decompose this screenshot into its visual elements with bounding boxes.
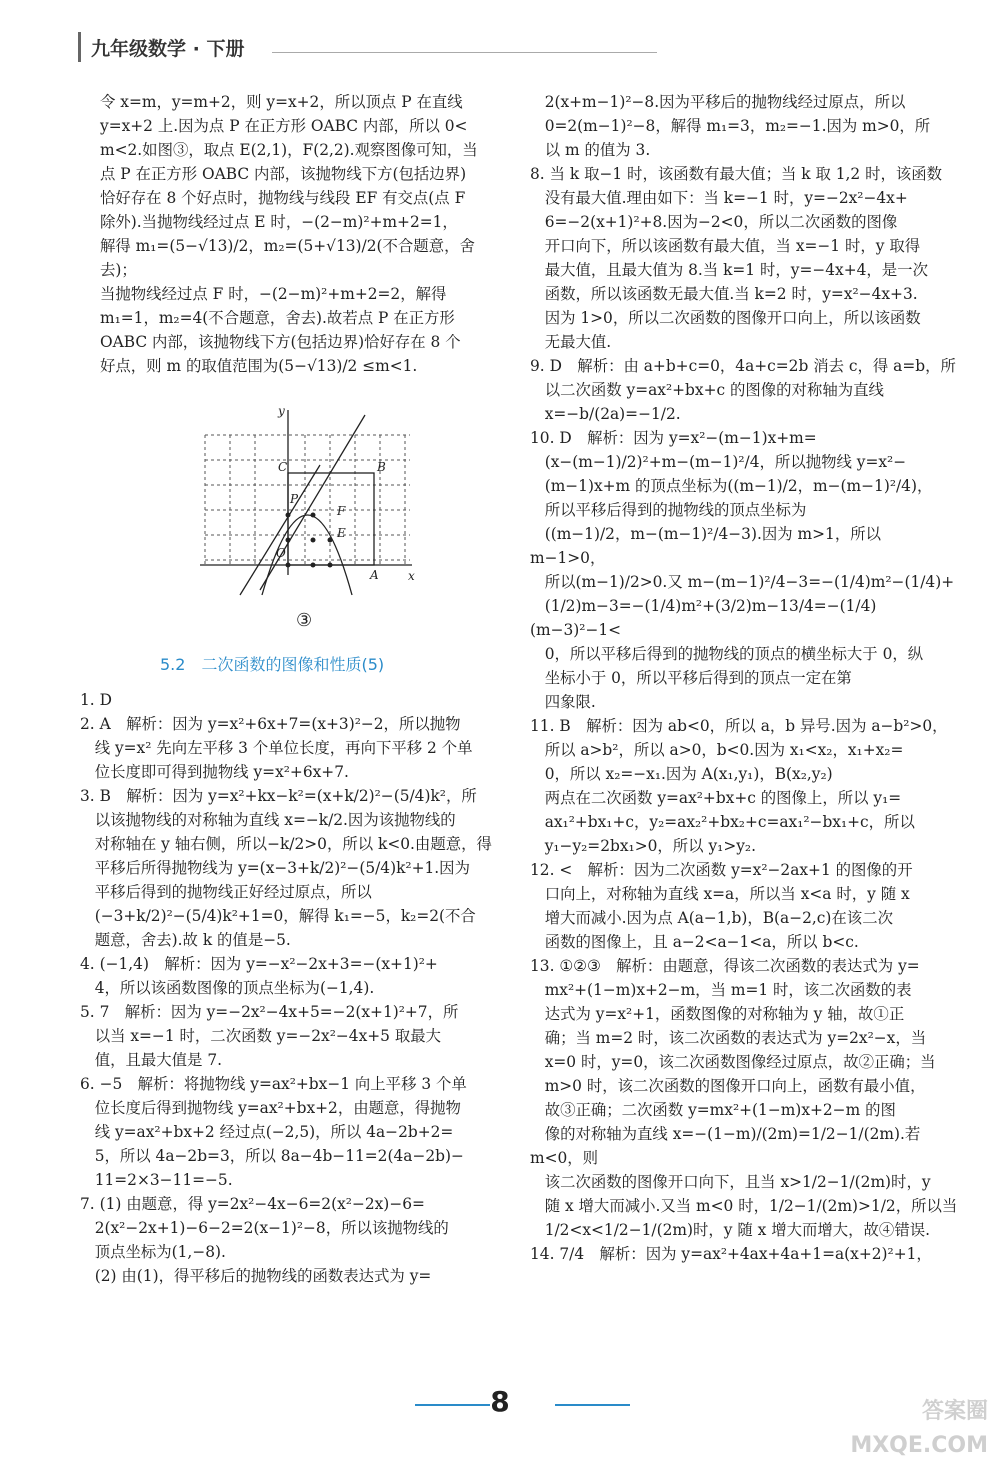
left-column-answers: 1. D 2. A 解析：因为 y=x²+6x+7=(x+3)²−2，所以抛物 线 y=x² 先向左平移 3 个单位长度，再向下平移 2 个单 位长度即可得到抛物线 y=x²+6x+7. 3. B 解析：因为 y=x²+kx−k²=(x+k/2)²−(5/4)k²，所 以该抛物线的对称轴为直线 x=−k/2.因为该抛物线的 对称轴在 y 轴右侧，所以−k/2>0，所以 k<0.由题意，得 平移后所得抛物线为 y=(x−3+k/2)²−(5/4)k²+1.因为 平移后得到的抛物线正好经过原点，所以 (−3+k/2)²−(5/4)k²+1=0，解得 k₁=−5，k₂=2(不合 题意，舍去).故 k 的值是−5. 4. (−1,4) 解析：因为 y=−x²−2x+3=−(x+1)²+ 4，所以该函数图像的顶点坐标为(−1,4). 5. 7 解析：因为 y=−2x²−4x+5=−2(x+1)²+7，所 以当 x=−1 时，二次函数 y=−2x²−4x+5 取最大 值，且最大值是 7. 6. −5 解析：将抛物线 y=ax²+bx−1 向上平移 3 个单 位长度后得到抛物线 y=ax²+bx+2，由题意，得抛物 线 y=ax²+bx+2 经过点(−2,5)，所以 4a−2b+2= 5，所以 4a−2b=3，所以 8a−4b−11=2(4a−2b)− 11=2×3−11=−5. 7. (1) 由题意，得 y=2x²−4x−6=2(x²−2x)−6= 2(x²−2x+1)−6−2=2(x−1)²−8，所以该抛物线的 顶点坐标为(1,−8). (2) 由(1)，得平移后的抛物线的函数表达式为 y= (80, 691, 492, 1285)
page-number-rule-right (555, 1404, 630, 1406)
watermark-line1: 答案圈 (921, 1399, 988, 1424)
grid (205, 435, 410, 565)
label-x: x (408, 569, 415, 583)
header-bar (78, 32, 81, 62)
header-rule (272, 52, 657, 53)
section-title: 5.2 二次函数的图像和性质(5) (160, 655, 385, 674)
page-header (78, 32, 244, 62)
header-title: 九年级数学 · 下册 (91, 37, 245, 60)
label-b: B (377, 460, 386, 474)
figure-label: ③ (296, 610, 313, 631)
label-y: y (278, 405, 285, 418)
square-oabc (288, 473, 374, 565)
page-number: 8 (490, 1385, 510, 1418)
watermark (850, 1395, 988, 1463)
good-points (286, 513, 333, 568)
label-c: C (278, 460, 288, 474)
label-e: E (337, 526, 346, 540)
right-column-answers: 2(x+m−1)²−8.因为平移后的抛物线经过原点，所以 0=2(m−1)²−8，解得 m₁=3，m₂=−1.因为 m>0，所 以 m 的值为 3. 8. 当 k 取−1 时，该函数有最大值；当 k 取 1,2 时，该函数 没有最大值.理由如下：当 k=−1 时，y=−2x²−4x+ 6=−2(x+1)²+8.因为−2<0，所以二次函数的图像 开口向下，所以该函数有最大值，当 x=−1 时，y 取得 最大值，且最大值为 8.当 k=1 时，y=−4x+4，是一次 函数，所以该函数无最大值.当 k=2 时，y=x²−4x+3. 因为 1>0，所以二次函数的图像开口向上，所以该函数 无最大值. 9. D 解析：由 a+b+c=0，4a+c=2b 消去 c，得 a=b，所 以二次函数 y=ax²+bx+c 的图像的对称轴为直线 x=−b/(2a)=−1/2. 10. D 解析：因为 y=x²−(m−1)x+m= (x−(m−1)/2)²+m−(m−1)²/4，所以抛物线 y=x²− (m−1)x+m 的顶点坐标为((m−1)/2，m−(m−1)²/4)， 所以平移后得到的抛物线的顶点坐标为 ((m−1)/2，m−(m−1)²/4−3).因为 m>1，所以 m−1>0， 所以(m−1)/2>0.又 m−(m−1)²/4−3=−(1/4)m²−(1/4)+ (1/2)m−3=−(1/4)m²+(3/2)m−13/4=−(1/4)(m−3)²−1< 0，所以平移后得到的抛物线的顶点的横坐标大于 0，纵 坐标小于 0，所以平移后得到的顶点一定在第 四象限. 11. B 解析：因为 ab<0，所以 a，b 异号.因为 a−b²>0， 所以 a>b²，所以 a>0，b<0.因为 x₁<x₂，x₁+x₂= 0，所以 x₂=−x₁.因为 A(x₁,y₁)，B(x₂,y₂) 两点在二次函数 y=ax²+bx+c 的图像上，所以 y₁= ax₁²+bx₁+c，y₂=ax₂²+bx₂+c=ax₁²−bx₁+c，所以 y₁−y₂=2bx₁>0，所以 y₁>y₂. 12. < 解析：因为二次函数 y=x²−2ax+1 的图像的开 口向上，对称轴为直线 x=a，所以当 x<a 时，y 随 x 增大而减小.因为点 A(a−1,b)，B(a−2,c)在该二次 函数的图像上，且 a−2<a−1<a，所以 b<c. 13. ①②③ 解析：由题意，得该二次函数的表达式为 y= mx²+(1−m)x+2−m，当 m=1 时，该二次函数的表 达式为 y=x²+1，函数图像的对称轴为 y 轴，故①正 确；当 m=2 时，该二次函数的表达式为 y=2x²−x，当 x=0 时，y=0，该二次函数图像经过原点，故②正确；当 m>0 时，该二次函数的图像开口向上，函数有最小值， 故③正确；二次函数 y=mx²+(1−m)x+2−m 的图 像的对称轴为直线 x=−(1−m)/(2m)=1/2−1/(2m).若 m<0，则 该二次函数的图像开口向下，且当 x>1/2−1/(2m)时，y 随 x 增大而减小.又当 m<0 时，1/2−1/(2m)>1/2，所以当 1/2<x<1/2−1/(2m)时，y 随 x 增大而增大，故④错误. 14. 7/4 解析：因为 y=ax²+4ax+4a+1=a(x+2)²+1， (530, 93, 958, 1263)
left-column-top-text: 令 x=m，y=m+2，则 y=x+2，所以顶点 P 在直线 y=x+2 上.因为点 P 在正方形 OABC 内部，所以 0< m<2.如图③，取点 E(2,1)，F(2,2).观察图像可知，当 点 P 在正方形 OABC 内部，该抛物线下方(包括边界) 恰好存在 8 个好点时，抛物线与线段 EF 有交点(点 F 除外).当抛物线经过点 E 时，−(2−m)²+m+2=1， 解得 m₁=(5−√13)/2，m₂=(5+√13)/2(不合题意，舍去)； 当抛物线经过点 F 时，−(2−m)²+m+2=2，解得 m₁=1，m₂=4(不合题意，舍去).故若点 P 在正方形 OABC 内部，该抛物线下方(包括边界)恰好存在 8 个 好点，则 m 的取值范围为(5−√13)/2 ≤m<1. (100, 93, 478, 375)
figure-3-graph (180, 405, 420, 605)
label-p: P (290, 492, 299, 506)
watermark-line2: MXQE.COM (850, 1433, 988, 1458)
label-a: A (370, 568, 379, 582)
label-o: O (276, 546, 286, 560)
label-f: F (337, 504, 346, 518)
